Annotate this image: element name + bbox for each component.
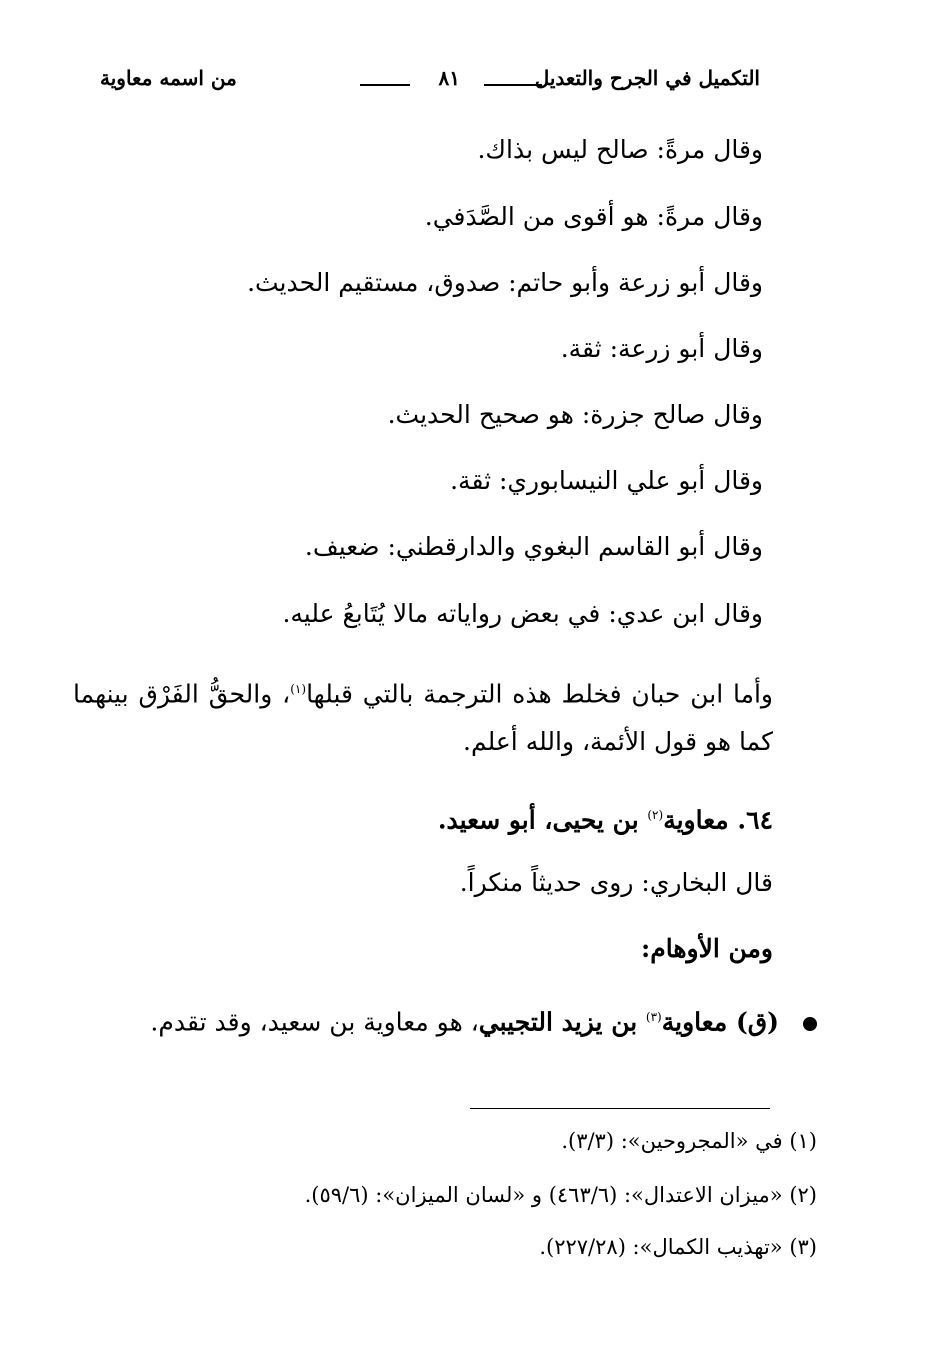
bullet-text: ، هو معاوية بن سعيد، وقد تقدم. xyxy=(150,1007,479,1037)
text-line: وقال مرةً: هو أقوى من الصَّدَفي. xyxy=(424,202,763,231)
paragraph-text: ، والحقُّ الفَرْق بينهما كما هو قول الأئمة، والله أعلم. xyxy=(73,679,773,757)
book-title: التكميل في الجرح والتعديل xyxy=(534,66,760,90)
section-heading: ومن الأوهام: xyxy=(641,934,773,963)
footnote-ref: (١) xyxy=(290,682,307,696)
page-number: ٨١ xyxy=(438,66,460,90)
header-rule xyxy=(484,84,542,86)
entry-number: ٦٤. xyxy=(737,805,773,835)
bullet-prefix: (ق) معاوية xyxy=(661,1007,779,1037)
footnote: (٣) «تهذيب الكمال»: (٢٢٧/٢٨). xyxy=(539,1235,817,1259)
page-header xyxy=(100,66,760,102)
bullet-item xyxy=(150,1000,817,1039)
footnote: (١) في «المجروحين»: (٣/٣). xyxy=(561,1129,817,1153)
text-line: وقال أبو زرعة: ثقة. xyxy=(560,334,763,363)
footnote-ref: (٢) xyxy=(647,808,664,822)
text-line: وقال صالح جزرة: هو صحيح الحديث. xyxy=(387,400,763,429)
text-line: قال البخاري: روى حديثاً منكراً. xyxy=(459,868,773,897)
header-rule xyxy=(360,84,410,86)
bullet-icon xyxy=(803,1017,817,1031)
paragraph xyxy=(73,665,773,766)
text-line: وقال أبو علي النيسابوري: ثقة. xyxy=(450,466,763,495)
running-head: من اسمه معاوية xyxy=(100,66,237,90)
bullet-bold-text: بن يزيد التجيبي xyxy=(478,1007,646,1037)
paragraph-text: وأما ابن حبان فخلط هذه الترجمة بالتي قبلها xyxy=(306,679,774,709)
footnote: (٢) «ميزان الاعتدال»: (٤٦٣/٦) و «لسان الميزان»: (٥٩/٦). xyxy=(304,1183,817,1207)
footnote-separator xyxy=(470,1108,770,1109)
entry-name: معاوية xyxy=(663,805,729,835)
text-line: وقال أبو زرعة وأبو حاتم: صدوق، مستقيم الحديث. xyxy=(247,268,763,297)
entry-rest: بن يحيى، أبو سعيد. xyxy=(437,805,648,835)
text-line: وقال مرةً: صالح ليس بذاك. xyxy=(477,135,763,164)
text-line: وقال ابن عدي: في بعض رواياته مالا يُتَابعُ عليه. xyxy=(282,599,763,628)
entry-heading xyxy=(438,798,773,837)
footnote-ref: (٣) xyxy=(645,1010,662,1024)
text-line: وقال أبو القاسم البغوي والدارقطني: ضعيف. xyxy=(304,532,763,561)
